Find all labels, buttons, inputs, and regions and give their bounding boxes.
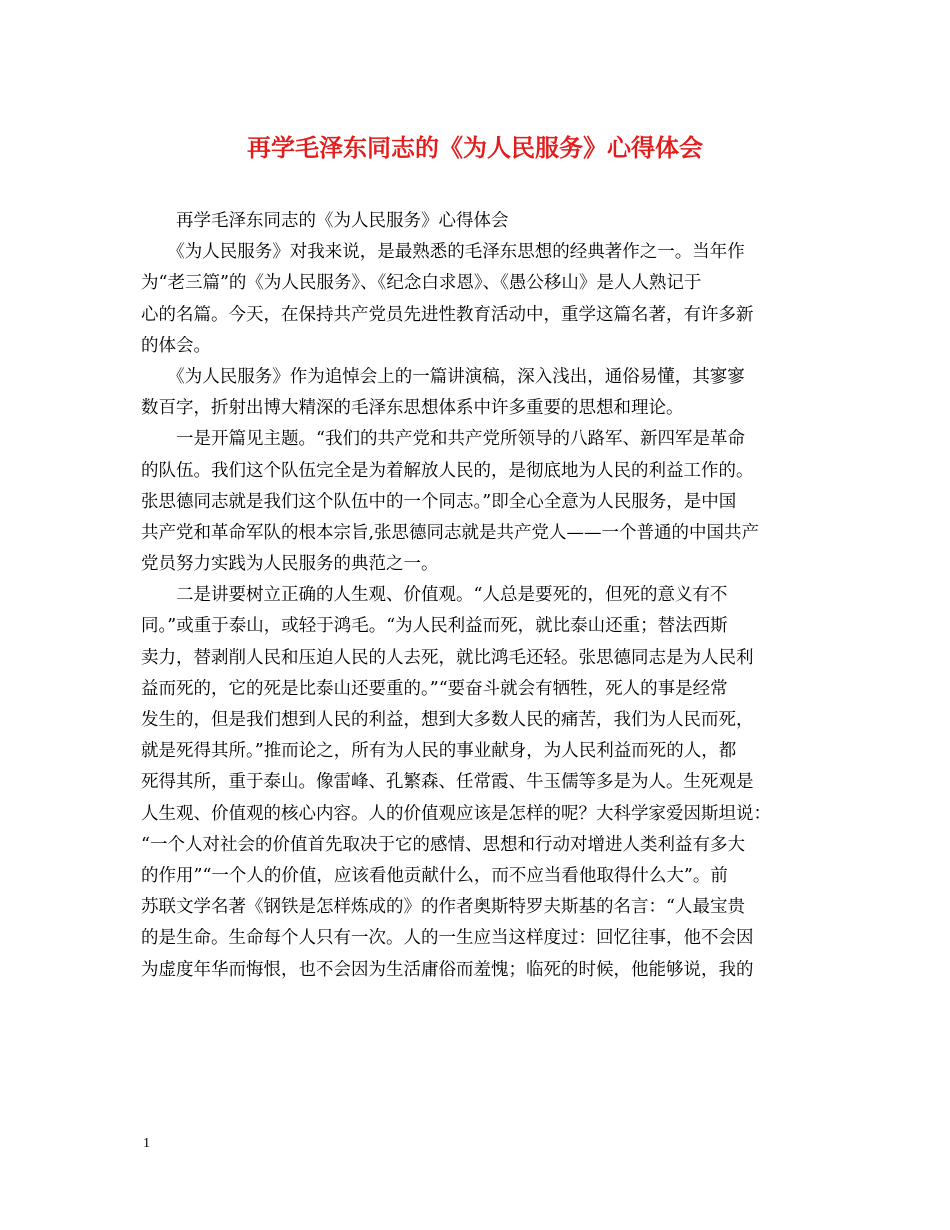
text-line: 党员努力实践为人民服务的典范之一。 bbox=[141, 554, 439, 575]
text-line: 就是死得其所。”推而论之，所有为人民的事业献身，为人民利益而死的人，都 bbox=[141, 741, 737, 762]
text-line: 的是生命。生命每个人只有一次。人的一生应当这样度过：回忆往事，他不会因 bbox=[141, 928, 754, 949]
document-title: 再学毛泽东同志的《为人民服务》心得体会 bbox=[247, 133, 703, 162]
page-number: 1 bbox=[143, 1136, 150, 1151]
text-line: 共产党和革命军队的根本宗旨,张思德同志就是共产党人——一个普通的中国共产 bbox=[141, 522, 760, 543]
text-line: 人生观、价值观的核心内容。人的价值观应该是怎样的呢？大科学家爱因斯坦说： bbox=[141, 803, 771, 824]
text-line: 同。”或重于泰山，或轻于鸿毛。“为人民利益而死，就比泰山还重；替法西斯 bbox=[141, 616, 728, 637]
text-line: 苏联文学名著《钢铁是怎样炼成的》的作者奥斯特罗夫斯基的名言：“人最宝贵 bbox=[141, 897, 745, 918]
text-line: 《为人民服务》作为追悼会上的一篇讲演稿，深入浅出，通俗易懂，其寥寥 bbox=[141, 366, 745, 387]
text-line: 发生的，但是我们想到人民的利益，想到大多数人民的痛苦，我们为人民而死， bbox=[141, 710, 754, 730]
text-line: 的作用”“一个人的价值，应该看他贡献什么，而不应当看他取得什么大”。前 bbox=[141, 865, 728, 886]
text-line: 心的名篇。今天，在保持共产党员先进性教育活动中，重学这篇名著，有许多新 bbox=[141, 304, 754, 325]
document-body bbox=[141, 206, 821, 986]
text-line: 益而死的，它的死是比泰山还要重的。”“要奋斗就会有牺牲，死人的事是经常 bbox=[141, 678, 728, 699]
text-line: 为虚度年华而悔恨，也不会因为生活庸俗而羞愧；临死的时候，他能够说，我的 bbox=[141, 959, 754, 980]
text-line: 再学毛泽东同志的《为人民服务》心得体会 bbox=[141, 211, 509, 231]
text-line: 一是开篇见主题。“我们的共产党和共产党所领导的八路军、新四军是革命 bbox=[141, 429, 745, 450]
text-line: 二是讲要树立正确的人生观、价值观。“人总是要死的，但死的意义有不 bbox=[141, 585, 728, 606]
text-line: 的队伍。我们这个队伍完全是为着解放人民的，是彻底地为人民的利益工作的。 bbox=[141, 460, 754, 481]
text-line: 数百字，折射出博大精深的毛泽东思想体系中许多重要的思想和理论。 bbox=[141, 398, 684, 419]
text-line: “一个人对社会的价值首先取决于它的感情、思想和行动对增进人类利益有多大 bbox=[141, 834, 745, 855]
text-line: 《为人民服务》对我来说，是最熟悉的毛泽东思想的经典著作之一。当年作 bbox=[141, 242, 745, 263]
text-line: 的体会。 bbox=[141, 335, 211, 356]
text-line: 为“老三篇”的《为人民服务》、《纪念白求恩》、《愚公移山》是人人熟记于 bbox=[141, 273, 702, 294]
text-line: 卖力，替剥削人民和压迫人民的人去死，就比鸿毛还轻。张思德同志是为人民利 bbox=[141, 647, 754, 668]
text-line: 张思德同志就是我们这个队伍中的一个同志。”即全心全意为人民服务，是中国 bbox=[141, 491, 737, 512]
text-line: 死得其所，重于泰山。像雷峰、孔繁森、任常霞、牛玉儒等多是为人。生死观是 bbox=[141, 772, 754, 793]
